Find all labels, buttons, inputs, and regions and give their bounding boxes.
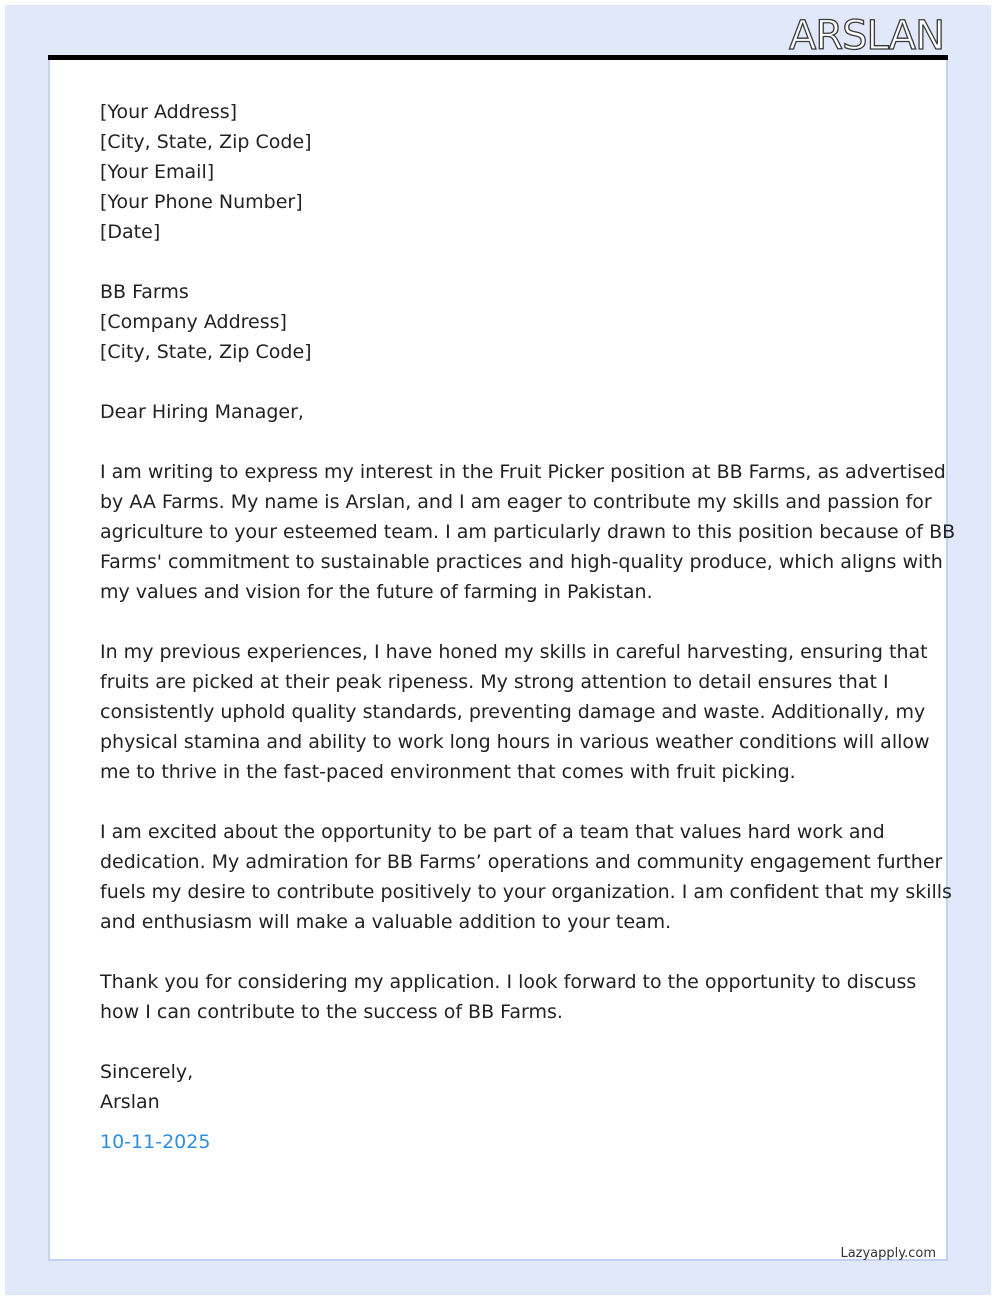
recipient-company: BB Farms xyxy=(100,281,189,303)
sender-email: [Your Email] xyxy=(100,161,215,183)
recipient-address: [Company Address] xyxy=(100,311,287,333)
paragraph-line: dedication. My admiration for BB Farms’ operations and community engagement further xyxy=(100,851,943,873)
paragraph-line: agriculture to your esteemed team. I am particularly drawn to this position because of BB xyxy=(100,521,956,543)
signature-name: Arslan xyxy=(100,1091,160,1113)
sender-block xyxy=(100,97,900,247)
paragraph-line: consistently uphold quality standards, preventing damage and waste. Additionally, my xyxy=(100,701,926,723)
body-paragraph-1 xyxy=(100,457,956,607)
sender-address: [Your Address] xyxy=(100,101,238,123)
sender-date: [Date] xyxy=(100,221,161,243)
salutation xyxy=(100,397,900,427)
paragraph-line: physical stamina and ability to work long hours in various weather conditions will allow xyxy=(100,731,930,753)
paragraph-line: In my previous experiences, I have honed my skills in careful harvesting, ensuring that xyxy=(100,641,928,663)
sender-phone: [Your Phone Number] xyxy=(100,191,303,213)
paragraph-line: and enthusiasm will make a valuable addition to your team. xyxy=(100,911,672,933)
paragraph-line: me to thrive in the fast-paced environment that comes with fruit picking. xyxy=(100,761,796,783)
closing-block xyxy=(100,1057,900,1117)
paragraph-line: by AA Farms. My name is Arslan, and I am eager to contribute my skills and passion for xyxy=(100,491,932,513)
paragraph-line: how I can contribute to the success of BB Farms. xyxy=(100,1001,563,1023)
paragraph-line: I am excited about the opportunity to be part of a team that values hard work and xyxy=(100,821,885,843)
paragraph-line: I am writing to express my interest in the Fruit Picker position at BB Farms, as advertised xyxy=(100,461,946,483)
body-paragraph-3 xyxy=(100,817,952,937)
header-name: ARSLAN xyxy=(788,13,944,59)
paragraph-line: fruits are picked at their peak ripeness. My strong attention to detail ensures that I xyxy=(100,671,889,693)
recipient-block xyxy=(100,277,900,367)
paragraph-line: fuels my desire to contribute positively to your organization. I am confident that my skills xyxy=(100,881,952,903)
closing-date: 10-11-2025 xyxy=(100,1131,211,1153)
paragraph-line: Farms' commitment to sustainable practices and high-quality produce, which aligns with xyxy=(100,551,943,573)
body-paragraph-4 xyxy=(100,967,917,1027)
sender-city-state-zip: [City, State, Zip Code] xyxy=(100,131,312,153)
paragraph-line: Thank you for considering my application. I look forward to the opportunity to discuss xyxy=(100,971,917,993)
footer-brand: Lazyapply.com xyxy=(840,1246,936,1261)
recipient-city-state-zip: [City, State, Zip Code] xyxy=(100,341,312,363)
paragraph-line: my values and vision for the future of farming in Pakistan. xyxy=(100,581,653,603)
body-paragraph-2 xyxy=(100,637,930,787)
letter-body xyxy=(100,97,956,1117)
salutation-text: Dear Hiring Manager, xyxy=(100,401,304,423)
valediction: Sincerely, xyxy=(100,1061,194,1083)
